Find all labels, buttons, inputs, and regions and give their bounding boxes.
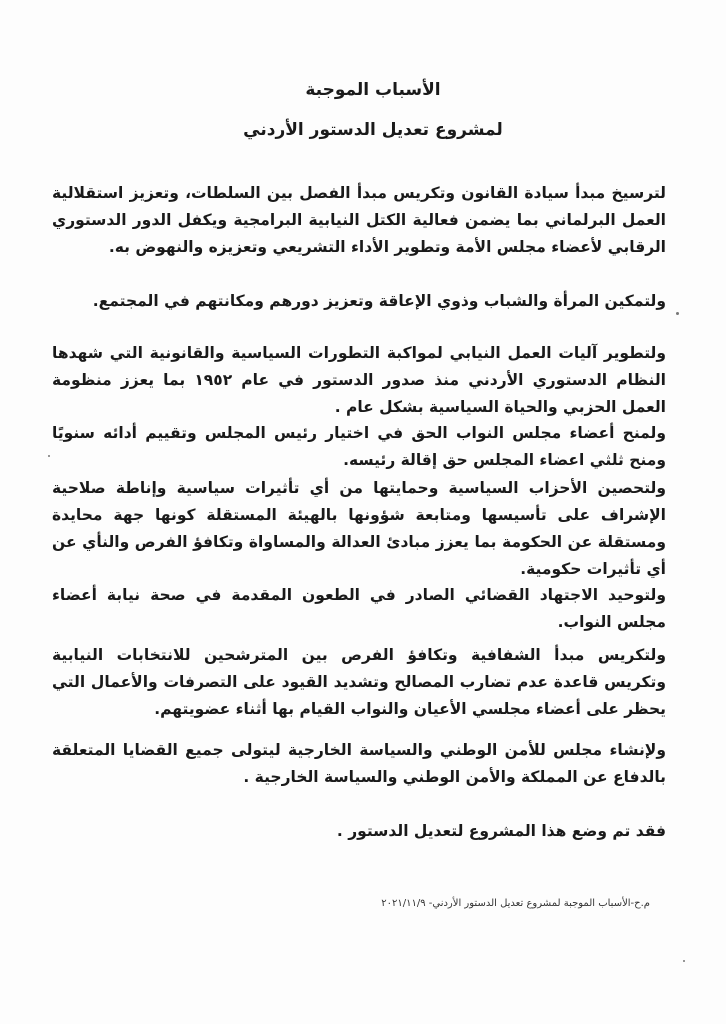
paragraph-national-security-council: ولإنشاء مجلس للأمن الوطني والسياسة الخارجية ليتولى جميع القضايا المتعلقة بالدفاع عن المملكة والأمن الوطني والسياسة الخارجية . xyxy=(52,741,666,786)
paragraph-judicial-appeals: ولتوحيد الاجتهاد القضائي الصادر في الطعون المقدمة في صحة نيابة أعضاء مجلس النواب. xyxy=(52,586,666,631)
paragraph-political-parties: ولتحصين الأحزاب السياسية وحمايتها من أي تأثيرات سياسية وإناطة صلاحية الإشراف على تأسيسها ومتابعة شؤونها بالهيئة المستقلة كونها جهة محايدة ومستقلة عن الحكومة بما يعزز مبادئ العدالة والمساواة وتكافؤ الفرص والنأي عن أي تأثيرات حكومية. xyxy=(52,479,666,578)
document-subtitle: لمشروع تعديل الدستور الأردني xyxy=(243,120,503,140)
scan-speck xyxy=(676,312,679,315)
scan-speck xyxy=(683,960,685,962)
document-title: الأسباب الموجبة xyxy=(305,80,441,100)
document-footer: م.ح-الأسباب الموجبة لمشروع تعديل الدستور الأردني- ٢٠٢١/١١/٩ xyxy=(381,898,650,909)
paragraph-empowerment: ولتمكين المرأة والشباب وذوي الإعاقة وتعزيز دورهم ومكانتهم في المجتمع. xyxy=(92,292,666,310)
scan-speck xyxy=(48,455,50,457)
paragraph-transparency: ولتكريس مبدأ الشفافية وتكافؤ الفرص بين المترشحين للانتخابات النيابية وتكريس قاعدة عدم تضارب المصالح وتشديد القيود على التصرفات والأعمال التي يحظر على أعضاء مجلسي الأعيان والنواب القيام بها أثناء عضويتهم. xyxy=(52,646,666,718)
paragraph-parliamentary-mechanisms: ولتطوير آليات العمل النيابي لمواكبة التطورات السياسية والقانونية التي شهدها النظام الدستوري الأردني منذ صدور الدستور في عام ١٩٥٢ بما يعزز منظومة العمل الحزبي والحياة السياسية بشكل عام . xyxy=(52,344,666,416)
paragraph-rule-of-law: لترسيخ مبدأ سيادة القانون وتكريس مبدأ الفصل بين السلطات، وتعزيز استقلالية العمل البرلماني بما يضمن فعالية الكتل النيابية البرامجية ويكفل الدور الدستوري الرقابي لأعضاء مجلس الأمة وتطوير الأداء التشريعي وتعزيزه والنهوض به. xyxy=(52,184,666,256)
paragraph-conclusion: فقد تم وضع هذا المشروع لتعديل الدستور . xyxy=(336,822,666,840)
paragraph-speaker-election: ولمنح أعضاء مجلس النواب الحق في اختيار رئيس المجلس وتقييم أدائه سنويًا ومنح ثلثي اعضاء المجلس حق إقالة رئيسه. xyxy=(52,424,666,469)
